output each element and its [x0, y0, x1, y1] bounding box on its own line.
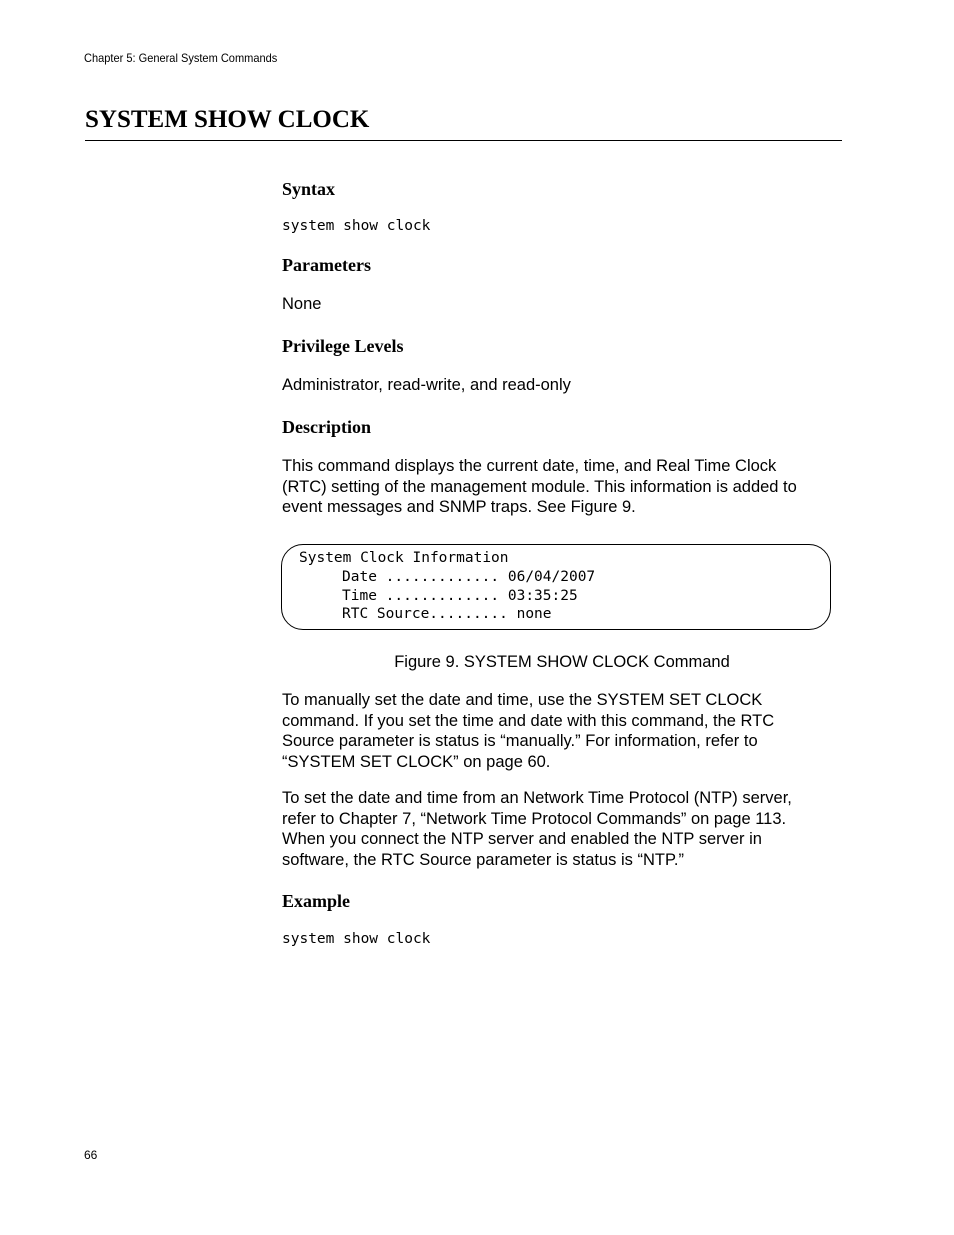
- example-heading: Example: [282, 891, 351, 911]
- page-number: 66: [84, 1148, 98, 1162]
- figure-caption: Figure 9. SYSTEM SHOW CLOCK Command: [394, 653, 730, 671]
- syntax-heading: Syntax: [282, 179, 336, 199]
- running-header: Chapter 5: General System Commands: [84, 51, 278, 65]
- paragraph-line: Source parameter is status is “manually.” For information, refer to: [282, 732, 758, 750]
- figure-line-rtc-source: RTC Source......... none: [342, 606, 552, 622]
- figure-output-box: [281, 544, 831, 630]
- privilege-heading: Privilege Levels: [282, 336, 404, 356]
- parameters-text: None: [282, 295, 322, 313]
- ntp-paragraph: [282, 788, 830, 870]
- paragraph-line: To manually set the date and time, use the SYSTEM SET CLOCK: [282, 691, 763, 709]
- paragraph-line: When you connect the NTP server and enabled the NTP server in: [282, 830, 762, 848]
- paragraph-line: “SYSTEM SET CLOCK” on page 60.: [282, 752, 551, 771]
- page-title: SYSTEM SHOW CLOCK: [85, 106, 370, 133]
- description-line: This command displays the current date, time, and Real Time Clock: [282, 457, 777, 475]
- figure-line-date: Date ............. 06/04/2007: [342, 569, 596, 585]
- paragraph-line: command. If you set the time and date with this command, the RTC: [282, 711, 775, 730]
- syntax-code: system show clock: [282, 218, 431, 234]
- paragraph-line: To set the date and time from an Network Time Protocol (NTP) server,: [282, 789, 792, 807]
- description-line: (RTC) setting of the management module. This information is added to: [282, 477, 797, 496]
- figure-line-title: System Clock Information: [299, 550, 509, 566]
- figure-line-time: Time ............. 03:35:25: [342, 588, 578, 604]
- description-heading: Description: [282, 417, 371, 437]
- parameters-heading: Parameters: [282, 255, 371, 275]
- paragraph-line: refer to Chapter 7, “Network Time Protocol Commands” on page 113.: [282, 809, 787, 828]
- description-line: event messages and SNMP traps. See Figure 9.: [282, 498, 636, 516]
- title-rule: [85, 140, 842, 141]
- description-text: [282, 456, 830, 518]
- privilege-text: Administrator, read-write, and read-only: [282, 376, 571, 394]
- example-code: system show clock: [282, 931, 431, 947]
- paragraph-line: software, the RTC Source parameter is status is “NTP.”: [282, 850, 684, 869]
- manual-set-paragraph: [282, 690, 830, 772]
